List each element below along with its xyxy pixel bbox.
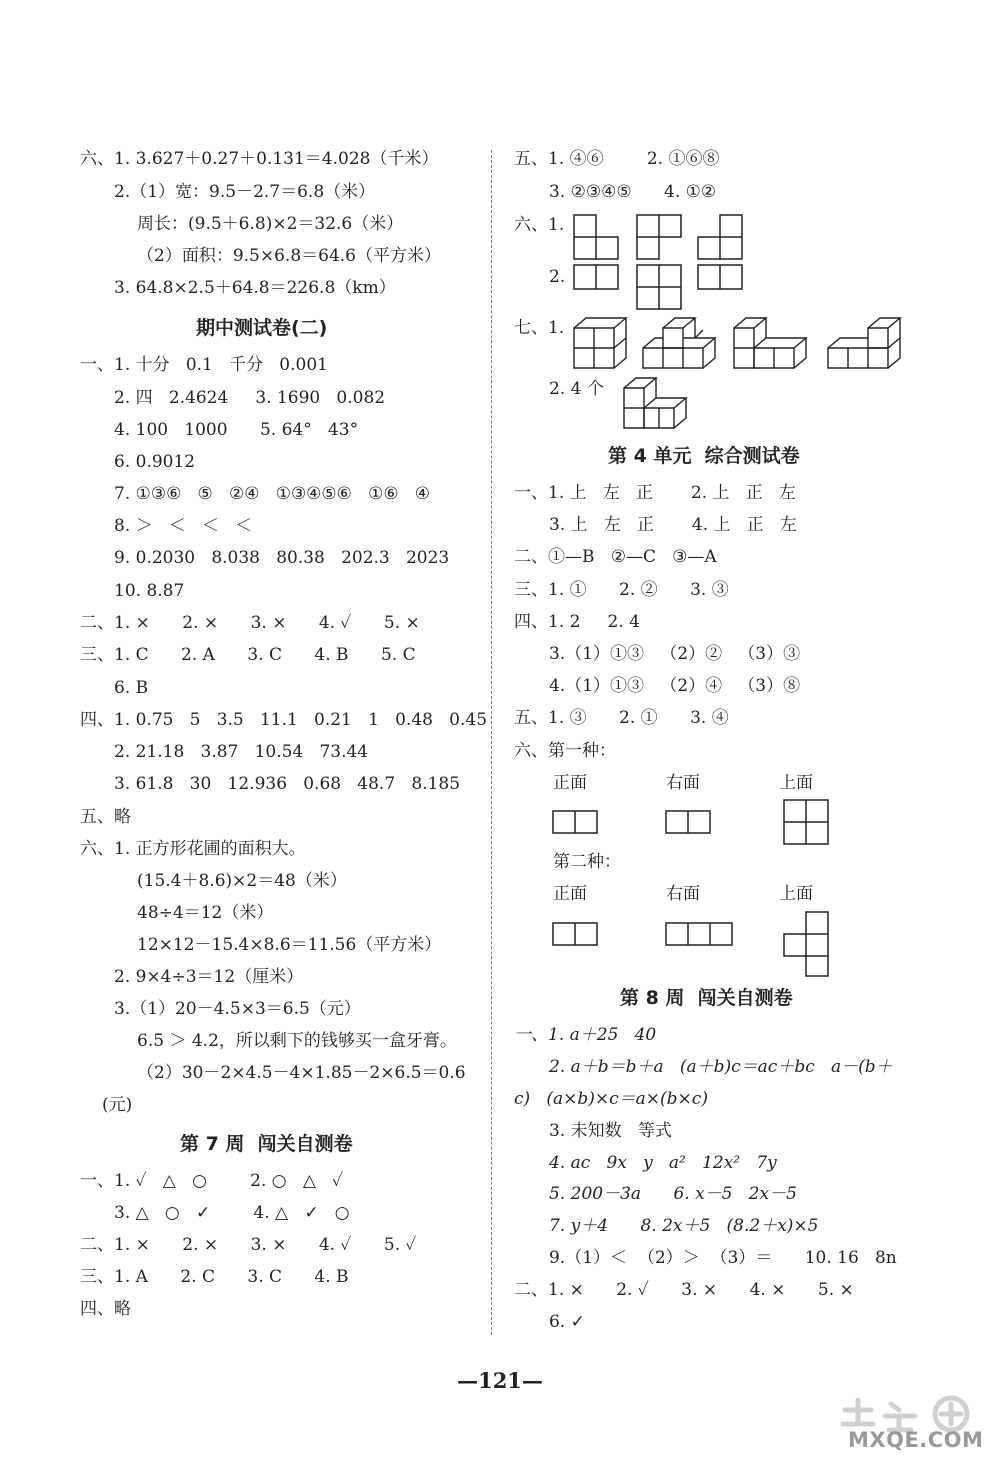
answer-line: 48÷4＝12（米） bbox=[137, 903, 274, 923]
cube-figure bbox=[624, 378, 686, 428]
answer-line: 六、1. bbox=[514, 215, 565, 235]
answer-line: 2.（1）宽：9.5－2.7＝6.8（米） bbox=[114, 182, 376, 202]
answer-line: c) (a×b)×c＝a×(b×c) bbox=[514, 1089, 708, 1109]
answer-line: （2）30－2×4.5－4×1.85－2×6.5＝0.6 bbox=[137, 1063, 466, 1083]
view-figure-front bbox=[553, 923, 597, 945]
view-figure-top bbox=[784, 912, 828, 976]
answer-line: 8. ＞ ＜ ＜ ＜ bbox=[114, 516, 253, 536]
answer-line: 3. 64.8×2.5＋64.8＝226.8（km） bbox=[114, 278, 396, 298]
answer-line: 一、1. 十分 0.1 千分 0.001 bbox=[80, 355, 328, 375]
view-figure bbox=[698, 265, 742, 289]
answer-line: 三、1. C 2. A 3. C 4. B 5. C bbox=[80, 645, 416, 665]
section-heading: 第 8 周 闯关自测卷 bbox=[620, 987, 793, 1009]
view-figure bbox=[637, 265, 681, 309]
answer-line: 3. ②③④⑤ 4. ①② bbox=[549, 182, 717, 202]
answer-line: 一、1. ✓ △ ○ 2. ○ △ ✓ bbox=[80, 1171, 344, 1191]
answer-line: 3.（1）①③ （2）② （3）③ bbox=[549, 644, 801, 664]
cube-figures bbox=[574, 318, 900, 428]
answer-line: 9. 0.2030 8.038 80.38 202.3 2023 bbox=[114, 548, 450, 568]
answer-line: 三、1. ① 2. ② 3. ③ bbox=[514, 580, 729, 600]
answer-line: 6. ✓ bbox=[549, 1312, 585, 1332]
answer-line: 3. 未知数 等式 bbox=[549, 1121, 672, 1141]
answer-line: 3.（1）20－4.5×3＝6.5（元） bbox=[114, 999, 361, 1019]
answer-line: 2. bbox=[549, 267, 566, 287]
answer-line: 二、①—B ②—C ③—A bbox=[514, 547, 717, 567]
section-heading: 第 4 单元 综合测试卷 bbox=[608, 445, 800, 467]
answer-line: 二、1. × 2. ✓ 3. × 4. × 5. × bbox=[514, 1280, 854, 1300]
view-figure-front bbox=[553, 811, 597, 833]
cube-figure bbox=[828, 318, 900, 368]
answer-line: 6.5 ＞ 4.2，所以剩下的钱够买一盒牙膏。 bbox=[137, 1031, 457, 1051]
answer-line: 三、1. A 2. C 3. C 4. B bbox=[80, 1267, 349, 1287]
answer-line: 周长：(9.5＋6.8)×2＝32.6（米） bbox=[137, 214, 404, 234]
view-label-right: 右面 bbox=[666, 884, 700, 904]
view-label-right: 右面 bbox=[666, 773, 700, 793]
answer-line: 4. ac 9x y a² 12x² 7y bbox=[549, 1153, 777, 1173]
answer-line: 六、第一种： bbox=[514, 741, 616, 761]
answer-line: 3. 上 左 正 4. 上 正 左 bbox=[549, 515, 797, 535]
answer-line: 10. 8.87 bbox=[114, 581, 185, 601]
answer-line: 7. ①③⑥ ⑤ ②④ ①③④⑤⑥ ①⑥ ④ bbox=[114, 484, 431, 504]
view-figure bbox=[574, 265, 618, 289]
answer-line: 6. 0.9012 bbox=[114, 452, 196, 472]
answer-line: 四、略 bbox=[80, 1299, 131, 1319]
section-heading: 期中测试卷(二) bbox=[196, 317, 328, 339]
answer-line: 2. 21.18 3.87 10.54 73.44 bbox=[114, 742, 369, 762]
answer-line: 二、1. × 2. × 3. × 4. ✓ 5. ✓ bbox=[80, 1235, 417, 1255]
page-number: —121— bbox=[457, 1368, 543, 1393]
answer-line: 五、1. ④⑥ 2. ①⑥⑧ bbox=[514, 149, 720, 169]
view-figure-top bbox=[784, 800, 828, 844]
view-label-front: 正面 bbox=[553, 773, 587, 793]
answer-line: 2. a＋b＝b＋a (a＋b)c＝ac＋bc a－(b＋ bbox=[549, 1057, 893, 1077]
answer-line: 12×12－15.4×8.6＝11.56（平方米） bbox=[137, 935, 442, 955]
answer-line: 四、1. 2 2. 4 bbox=[514, 612, 640, 632]
answer-line: 9.（1）＜ （2）＞ （3）＝ 10. 16 8n bbox=[549, 1248, 897, 1268]
answer-line: (15.4＋8.6)×2＝48（米） bbox=[137, 871, 347, 891]
answer-line: 七、1. bbox=[514, 318, 565, 338]
answer-line: 第二种： bbox=[553, 852, 621, 872]
answer-line: 二、1. × 2. × 3. × 4. ✓ 5. × bbox=[80, 613, 420, 633]
answer-line: 五、1. ③ 2. ① 3. ④ bbox=[514, 708, 729, 728]
answer-line: 一、1. 上 左 正 2. 上 正 左 bbox=[514, 483, 796, 503]
answer-line: 六、1. 正方形花圃的面积大。 bbox=[80, 839, 306, 859]
section-heading: 第 7 周 闯关自测卷 bbox=[180, 1133, 353, 1155]
cube-figure bbox=[734, 318, 806, 368]
view-figure-right bbox=[666, 923, 732, 945]
cube-figure bbox=[643, 318, 715, 368]
answer-line: 4. 100 1000 5. 64° 43° bbox=[114, 420, 359, 440]
answer-line: 5. 200－3a 6. x－5 2x－5 bbox=[549, 1184, 797, 1204]
view-label-top: 上面 bbox=[779, 884, 813, 904]
answer-line: 3. △ ○ ✓ 4. △ ✓ ○ bbox=[114, 1203, 350, 1223]
view-label-front: 正面 bbox=[553, 884, 587, 904]
view-figure bbox=[574, 215, 618, 259]
cube-figure bbox=[574, 318, 626, 368]
answer-line: 7. y＋4 8. 2x＋5 (8.2＋x)×5 bbox=[549, 1216, 819, 1236]
answer-line: 四、1. 0.75 5 3.5 11.1 0.21 1 0.48 0.45 bbox=[80, 710, 488, 730]
view-label-top: 上面 bbox=[779, 773, 813, 793]
view-figure-right bbox=[666, 811, 710, 833]
answer-line: 6. B bbox=[114, 678, 149, 698]
answer-line: 2. 四 2.4624 3. 1690 0.082 bbox=[114, 388, 386, 408]
view-figure bbox=[637, 215, 681, 259]
answer-line: 一、1. a＋25 40 bbox=[514, 1025, 657, 1045]
answer-line: （2）面积：9.5×6.8＝64.6（平方米） bbox=[137, 246, 441, 266]
watermark-text: MXQE.COM bbox=[848, 1428, 984, 1452]
answer-line: 2. 4 个 bbox=[549, 379, 604, 399]
answer-line: (元) bbox=[102, 1095, 133, 1115]
answer-line: 2. 9×4÷3＝12（厘米） bbox=[114, 967, 304, 987]
answer-line: 五、略 bbox=[80, 807, 131, 827]
view-figure bbox=[698, 215, 742, 259]
answer-line: 六、1. 3.627＋0.27＋0.131＝4.028（千米） bbox=[80, 149, 439, 169]
answer-line: 3. 61.8 30 12.936 0.68 48.7 8.185 bbox=[114, 774, 461, 794]
answer-line: 4.（1）①③ （2）④ （3）⑧ bbox=[549, 676, 801, 696]
